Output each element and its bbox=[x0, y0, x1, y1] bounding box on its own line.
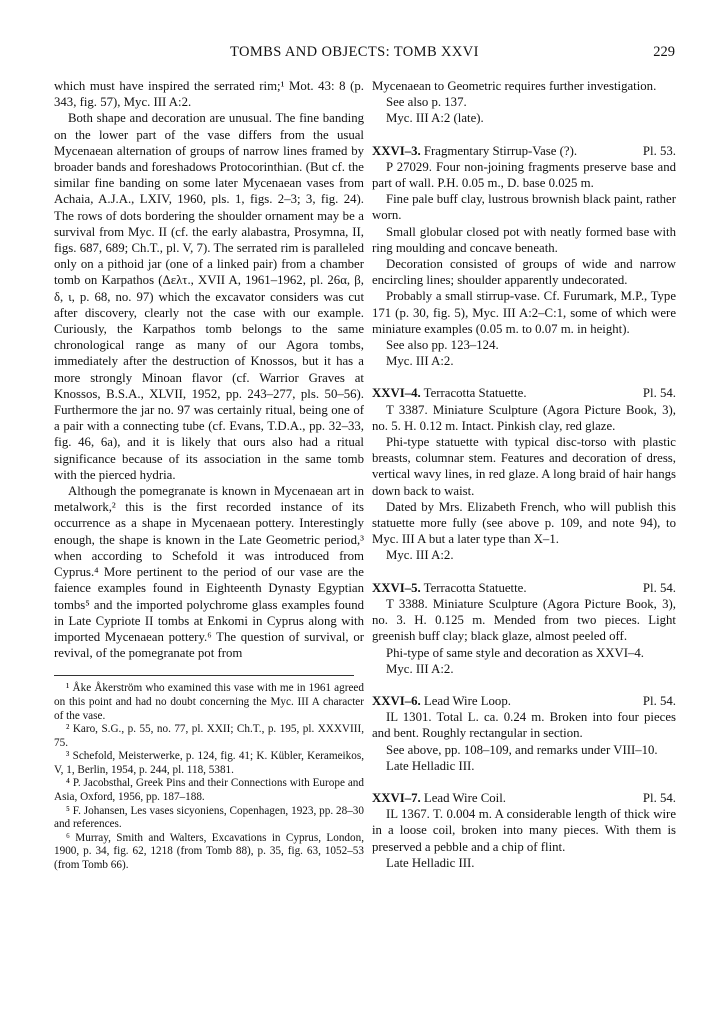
entry-heading bbox=[372, 385, 676, 401]
paragraph: which must have inspired the serrated rim;¹ Mot. 43: 8 (p. 343, fig. 57), Myc. III A:2. bbox=[54, 79, 364, 110]
entry-plate: Pl. 54. bbox=[642, 580, 676, 595]
entry-heading bbox=[372, 790, 676, 806]
footnote: ¹ Åke Åkerström who examined this vase with me in 1961 agreed on this point and had no doubt concerning the Myc. III A character of the vase. bbox=[54, 682, 364, 722]
entry-heading bbox=[372, 693, 676, 709]
paragraph: See also p. 137. bbox=[386, 95, 467, 110]
page-number: 229 bbox=[653, 44, 675, 60]
entry-line: T 3387. Miniature Sculpture (Agora Picture Book, 3), no. 5. H. 0.12 m. Intact. Pinkish clay, red glaze. bbox=[372, 402, 676, 433]
entry-number: XXVI–3. bbox=[372, 143, 421, 158]
entry-line: P 27029. Four non-joining fragments preserve base and part of wall. P.H. 0.05 m., D. base 0.025 m. bbox=[372, 159, 676, 191]
catalogue-entry-xxvi-7 bbox=[372, 790, 676, 871]
entry-title: Fragmentary Stirrup-Vase (?). bbox=[423, 143, 578, 158]
entry-line: T 3388. Miniature Sculpture (Agora Picture Book, 3), no. 3. H. 0.125 m. Mended from two pieces. Light greenish buff clay; black glaze, almost peeled off. bbox=[372, 596, 676, 644]
entry-line: Myc. III A:2. bbox=[386, 548, 454, 563]
entry-line: Dated by Mrs. Elizabeth French, who will publish this statuette more fully (see above p. 109, and note 94), to Myc. III A but a later type than X–1. bbox=[372, 499, 676, 547]
entry-title: Terracotta Statuette. bbox=[423, 386, 527, 401]
entry-title: Lead Wire Loop. bbox=[423, 693, 511, 708]
entry-title: Lead Wire Coil. bbox=[423, 790, 506, 805]
entry-line: Late Helladic III. bbox=[386, 855, 475, 870]
page-header bbox=[0, 44, 725, 64]
entry-line: Myc. III A:2. bbox=[386, 354, 454, 369]
footnote: ² Karo, S.G., p. 55, no. 77, pl. XXII; Ch.T., p. 195, pl. XXXVIII, 75. bbox=[54, 723, 364, 749]
entry-number: XXVI–7. bbox=[372, 790, 421, 805]
catalogue-entry-xxvi-3 bbox=[372, 143, 676, 370]
running-title: TOMBS AND OBJECTS: TOMB XXVI bbox=[230, 44, 479, 60]
entry-number: XXVI–5. bbox=[372, 580, 421, 595]
entry-line: See above, pp. 108–109, and remarks under VIII–10. bbox=[386, 742, 658, 757]
paragraph: Myc. III A:2 (late). bbox=[386, 111, 484, 126]
entry-line: Late Helladic III. bbox=[386, 758, 475, 773]
entry-title: Terracotta Statuette. bbox=[423, 580, 527, 595]
entry-number: XXVI–4. bbox=[372, 386, 421, 401]
catalogue-entry-xxvi-6 bbox=[372, 693, 676, 774]
entry-line: Fine pale buff clay, lustrous brownish black paint, rather worn. bbox=[372, 192, 676, 223]
entry-line: Small globular closed pot with neatly formed base with ring moulding and concave beneath. bbox=[372, 224, 676, 255]
entry-line: IL 1367. T. 0.004 m. A considerable length of thick wire in a loose coil, broken into many pieces. With them is preserved a pebble and a chip of flint. bbox=[372, 807, 676, 854]
footnote: ⁶ Murray, Smith and Walters, Excavations in Cyprus, London, 1900, p. 34, fig. 62, 1218 (from Tomb 88), p. 35, fig. 63, 1052–53 (from Tomb 66). bbox=[54, 831, 364, 872]
entry-line: Probably a small stirrup-vase. Cf. Furumark, M.P., Type 171 (p. 30, fig. 5), Myc. III A:2–C:1, some of which were miniature examples (0.05 m. to 0.07 m. in height). bbox=[372, 289, 676, 336]
entry-plate: Pl. 54. bbox=[642, 386, 676, 401]
entry-line: Phi-type of same style and decoration as XXVI–4. bbox=[386, 645, 645, 660]
paragraph: Mycenaean to Geometric requires further investigation. bbox=[372, 79, 657, 93]
footnote: ³ Schefold, Meisterwerke, p. 124, fig. 41; K. Kübler, Kerameikos, V, 1, Berlin, 1954, p. 244, pl. 118, 5381. bbox=[54, 750, 364, 776]
entry-line: Myc. III A:2. bbox=[386, 661, 454, 676]
right-column bbox=[372, 78, 676, 871]
entry-line: Phi-type statuette with typical disc-torso with plastic breasts, columnar stem. Features and decoration of dress, vertical wavy lines, in red glaze. A long braid of hair hangs down back to waist. bbox=[372, 435, 676, 498]
catalogue-entry-xxvi-5 bbox=[372, 580, 676, 677]
entry-plate: Pl. 54. bbox=[642, 790, 676, 805]
entry-line: Decoration consisted of groups of wide and narrow encircling lines; shoulder apparently undecorated. bbox=[372, 257, 676, 288]
catalogue-entry-xxvi-4 bbox=[372, 385, 676, 563]
entry-heading bbox=[372, 580, 676, 596]
footnote-divider bbox=[54, 675, 354, 676]
paragraph: Although the pomegranate is known in Mycenaean art in metalwork,² this is the first recorded instance of its occurrence as a shape in Mycenaean pottery. Interestingly enough, the shape is known in the Late Geometric period,³ when according to Schefold it was introduced from Cyprus.⁴ More pertinent to the period of our vase are the faience examples found in Eighteenth Dynasty Egyptian tombs⁵ and the imported polychrome glass examples found in Late Cypriote II tombs at Enkomi in Cyprus along with imported Mycenaean pottery.⁶ The question of survival, or revival, of the pomegranate pot from bbox=[54, 484, 364, 661]
footnote: ⁵ F. Johansen, Les vases sicyoniens, Copenhagen, 1923, pp. 28–30 and references. bbox=[54, 804, 364, 831]
entry-line: See also pp. 123–124. bbox=[386, 338, 499, 353]
entry-heading bbox=[372, 143, 676, 159]
left-column bbox=[54, 78, 364, 873]
paragraph: Both shape and decoration are unusual. The fine banding on the lower part of the vase differs from the usual Mycenaean alternation of groups of narrow lines framed by broader bands and foreshadows Protocorinthian. (But cf. the similar fine banding on some later Mycenaean vases from Achaia, A.J.A., LXIV, 1960, pls. 1, figs. 2–3; 3, fig. 24). The rows of dots bordering the shoulder ornament may be a survival from Myc. II (cf. the early alabastra, Prosymna, II, figs. 687, 689; Ch.T., pl. V, 7). The serrated rim is paralleled only on a pithoid jar (one of a linked pair) from a chamber tomb on Karpathos (Δελτ., XVII A, 1961–1962, pl. 26α, β, δ, ι, p. 68, no. 97) which the excavator considers was cut after discovery, clearly not the case with our example. Curiously, the Karpathos tomb belongs to the same chronological range as many of our Agora tombs, immediately after the destruction of Knossos, but it has a more strongly Minoan flavor (cf. Warrior Graves at Knossos, B.S.A., XLVII, 1952, pp. 243–277, pls. 50–56). Furthermore the jar no. 97 was certainly ritual, being one of a pair with a connecting tube (cf. Evans, T.D.A., pp. 32–33, fig. 46, 6a), and it is likely that ours also had a ritual significance because of its association in the same tomb with the pierced hydria. bbox=[54, 111, 364, 482]
footnote: ⁴ P. Jacobsthal, Greek Pins and their Connections with Europe and Asia, Oxford, 1956, pp. 187–188. bbox=[54, 777, 364, 804]
entry-plate: Pl. 54. bbox=[642, 693, 676, 708]
entry-line: IL 1301. Total L. ca. 0.24 m. Broken into four pieces and bent. Roughly rectangular in section. bbox=[372, 710, 676, 741]
entry-number: XXVI–6. bbox=[372, 693, 421, 708]
entry-plate: Pl. 53. bbox=[642, 143, 676, 158]
